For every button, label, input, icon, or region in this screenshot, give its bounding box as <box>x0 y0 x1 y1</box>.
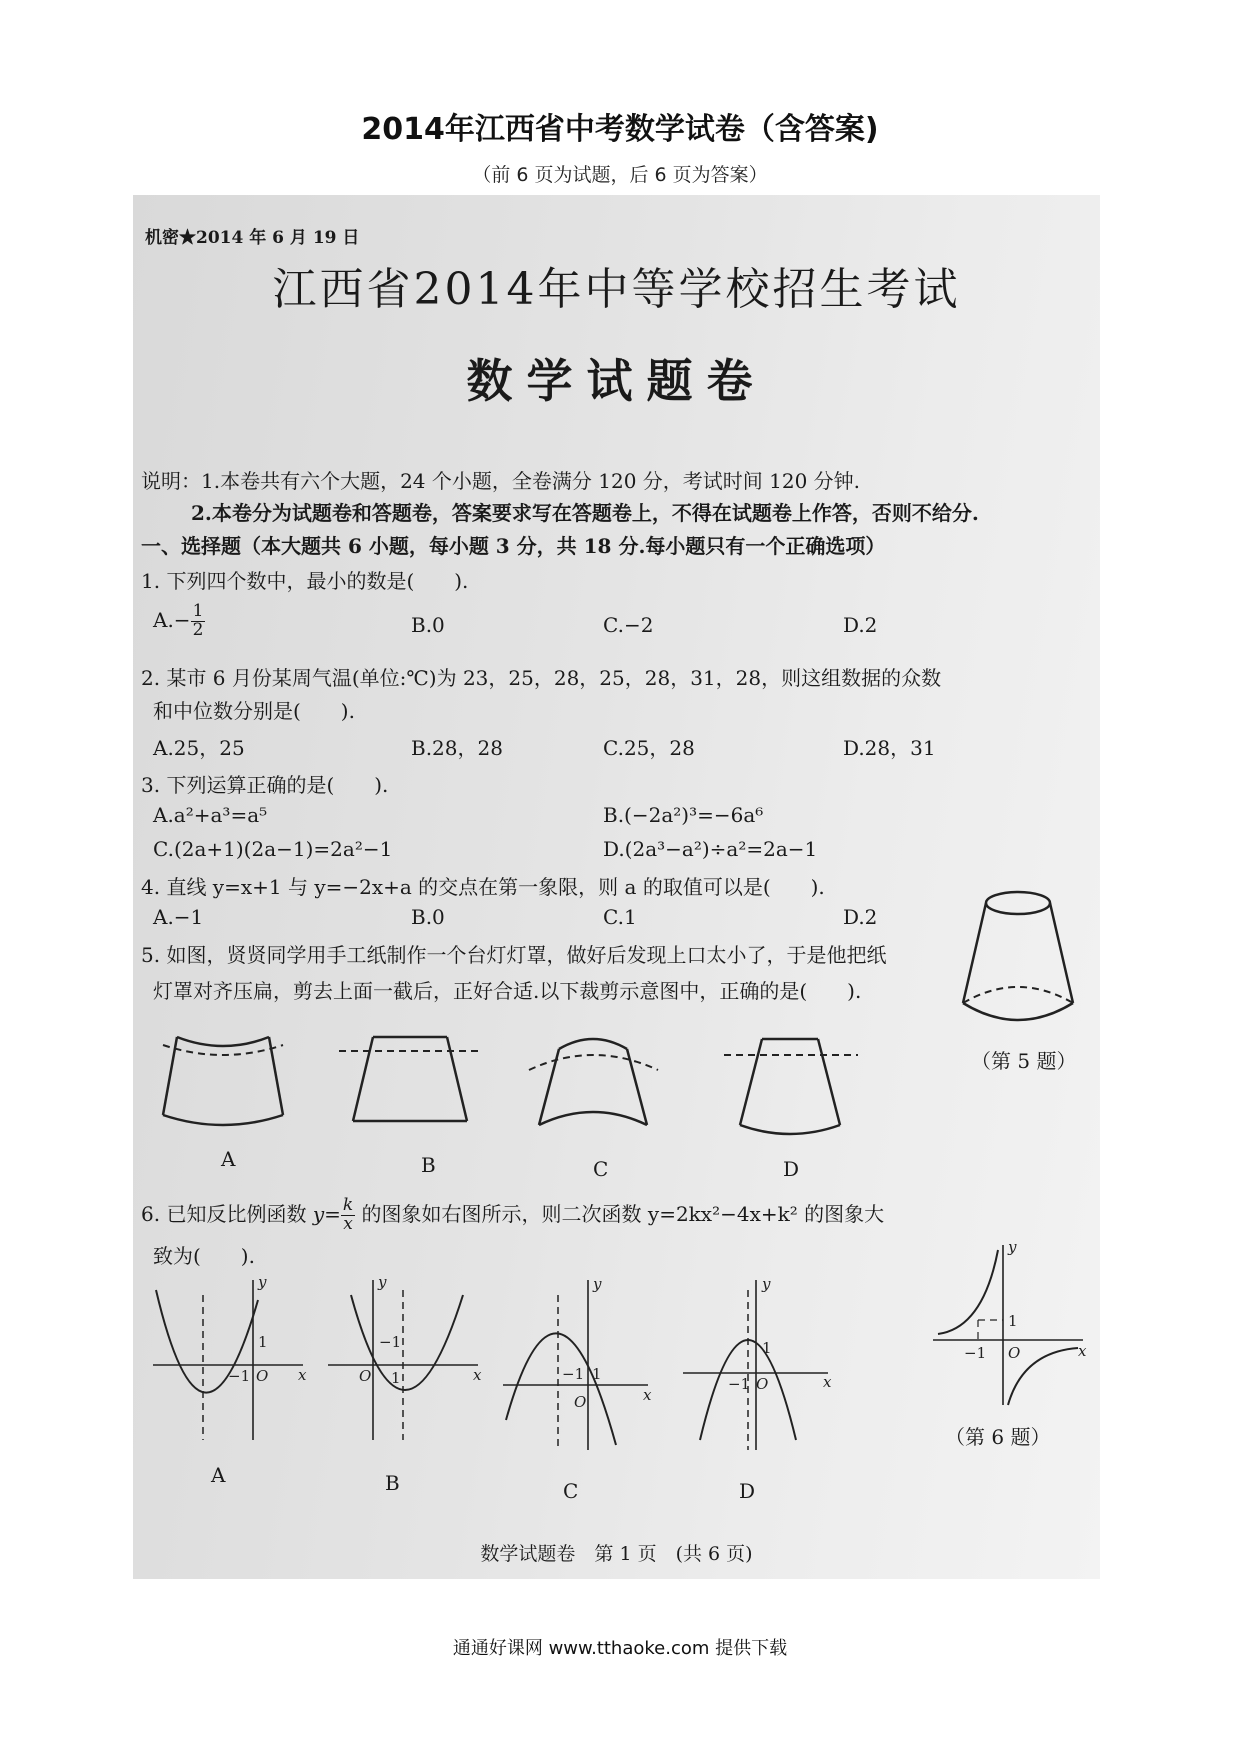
question-3-option-c: C.(2a+1)(2a−1)=2a²−1 <box>153 837 393 861</box>
one-label: 1 <box>391 1369 401 1387</box>
shade-left-edge <box>163 1037 177 1115</box>
origin-label: O <box>756 1375 769 1393</box>
shade-top-edge <box>559 1039 627 1049</box>
q5-label-b: B <box>421 1153 436 1177</box>
question-1-option-d: D.2 <box>843 613 878 637</box>
shade-right-edge <box>269 1037 283 1115</box>
hyperbola-branch-left <box>938 1250 998 1334</box>
shade-right-edge <box>627 1049 647 1125</box>
x-axis-label: x <box>298 1366 307 1384</box>
one-label: 1 <box>762 1339 772 1357</box>
shade-right-edge <box>447 1037 467 1121</box>
lamp-left-side <box>963 903 986 1003</box>
confidential-date: 机密★2014 年 6 月 19 日 <box>145 228 360 248</box>
question-2-option-d: D.28，31 <box>843 736 936 760</box>
page-number-footer: 数学试题卷 第 1 页 (共 6 页) <box>480 1543 753 1565</box>
question-1-option-a <box>153 603 205 640</box>
q6-label-a: A <box>211 1463 226 1487</box>
document-subtitle: （前 6 页为试题，后 6 页为答案） <box>472 164 768 186</box>
question-2-option-c: C.25，28 <box>603 736 695 760</box>
y-axis-label: y <box>593 1275 602 1293</box>
shade-top-edge <box>177 1037 269 1046</box>
question-5-stem-line-2: 灯罩对齐压扁，剪去上面一截后，正好合适.以下裁剪示意图中，正确的是( ). <box>153 979 862 1003</box>
fraction-numerator: 1 <box>192 601 204 621</box>
question-4-option-d: D.2 <box>843 905 878 929</box>
shade-left-edge <box>353 1037 373 1121</box>
q6-graph-c <box>498 1275 658 1455</box>
q5-figure-a <box>153 1025 303 1135</box>
question-1-stem: 1. 下列四个数中，最小的数是( ). <box>141 569 469 593</box>
q5-figure-b <box>333 1025 493 1135</box>
question-3-option-b: B.(−2a²)³=−6a⁶ <box>603 803 764 827</box>
y-axis-label: y <box>1008 1238 1017 1256</box>
shade-right-edge <box>818 1039 840 1125</box>
instructions-line-1: 说明：1.本卷共有六个大题，24 个小题，全卷满分 120 分，考试时间 120 分钟. <box>141 469 861 493</box>
cut-line <box>529 1055 658 1070</box>
origin-label: O <box>256 1367 269 1385</box>
y-axis-label: y <box>258 1273 267 1291</box>
lamp-bottom-front <box>963 1003 1073 1020</box>
fraction-denominator-x: x <box>343 1213 353 1234</box>
question-6-stem-line-1 <box>141 1197 884 1234</box>
question-2-stem-line-2: 和中位数分别是( ). <box>153 699 355 723</box>
question-4-option-b: B.0 <box>411 905 445 929</box>
question-4-option-a: A.−1 <box>153 905 204 929</box>
paper-title: 数学试题卷 <box>466 354 767 408</box>
one-label: 1 <box>592 1365 602 1383</box>
instructions-line-2: 2.本卷分为试题卷和答题卷，答案要求写在答题卷上，不得在试题卷上作答，否则不给分. <box>191 501 979 525</box>
q6-stem-suffix: 的图象如右图所示，则二次函数 y=2kx²−4x+k² 的图象大 <box>361 1201 885 1226</box>
lamp-shade-figure <box>953 885 1083 1035</box>
q6-label-d: D <box>739 1479 756 1503</box>
q5-figure-c <box>523 1025 673 1145</box>
question-2-option-b: B.28，28 <box>411 736 503 760</box>
option-a-prefix: A.− <box>153 607 191 632</box>
lamp-right-side <box>1050 903 1073 1003</box>
lamp-bottom-back <box>963 987 1073 1003</box>
one-label: 1 <box>1008 1312 1018 1330</box>
x-axis-label: x <box>643 1386 652 1404</box>
q5-label-c: C <box>593 1157 609 1181</box>
y-axis-label: y <box>762 1275 771 1293</box>
exam-page-photo <box>133 195 1100 1579</box>
shade-left-edge <box>740 1039 762 1125</box>
q6-label-b: B <box>385 1471 400 1495</box>
question-6-caption: （第 6 题） <box>945 1425 1051 1449</box>
origin-label: O <box>574 1393 587 1411</box>
neg-one-label: −1 <box>562 1365 585 1383</box>
question-3-stem: 3. 下列运算正确的是( ). <box>141 773 389 797</box>
question-4-option-c: C.1 <box>603 905 637 929</box>
q6-graph-d <box>678 1275 838 1455</box>
q6-graph-a <box>148 1275 308 1445</box>
question-4-stem: 4. 直线 y=x+1 与 y=−2x+a 的交点在第一象限，则 a 的取值可以是( ). <box>141 875 825 899</box>
q6-y-equals: y= <box>312 1201 341 1226</box>
question-5-stem-line-1: 5. 如图，贤贤同学用手工纸制作一个台灯灯罩，做好后发现上口太小了，于是他把纸 <box>141 943 887 967</box>
q5-label-d: D <box>783 1157 800 1181</box>
question-5-caption: （第 5 题） <box>971 1049 1077 1073</box>
neg-one-label: −1 <box>228 1367 251 1385</box>
x-axis-label: x <box>823 1373 832 1391</box>
origin-label: O <box>1008 1344 1021 1362</box>
download-footer: 通通好课网 www.tthaoke.com 提供下载 <box>452 1638 788 1659</box>
q5-label-a: A <box>221 1147 236 1171</box>
question-1-option-c: C.−2 <box>603 613 654 637</box>
lamp-top-rim <box>986 892 1050 914</box>
shade-bottom-edge <box>539 1112 647 1125</box>
one-label: 1 <box>258 1333 268 1351</box>
q6-label-c: C <box>563 1479 579 1503</box>
neg-one-label: −1 <box>964 1344 987 1362</box>
fraction-k-over-x <box>341 1197 355 1234</box>
question-2-option-a: A.25，25 <box>153 736 245 760</box>
section-heading: 一、选择题（本大题共 6 小题，每小题 3 分，共 18 分.每小题只有一个正确选项） <box>141 534 886 558</box>
question-3-option-d: D.(2a³−a²)÷a²=2a−1 <box>603 837 818 861</box>
neg-one-label: −1 <box>728 1375 751 1393</box>
shade-left-edge <box>539 1049 559 1125</box>
exam-title: 江西省2014年中等学校招生考试 <box>272 264 961 315</box>
x-axis-label: x <box>473 1366 482 1384</box>
q6-stem-prefix: 6. 已知反比例函数 <box>141 1201 307 1226</box>
document-title: 2014年江西省中考数学试卷（含答案) <box>361 112 879 147</box>
fraction-one-half <box>191 603 206 640</box>
shade-bottom-edge <box>740 1125 840 1134</box>
origin-label: O <box>359 1367 372 1385</box>
parabola-curve <box>506 1333 616 1445</box>
q6-graph-b <box>323 1275 483 1445</box>
fraction-numerator-k: k <box>342 1195 354 1215</box>
question-1-option-b: B.0 <box>411 613 445 637</box>
x-axis-label: x <box>1078 1342 1087 1360</box>
fraction-denominator: 2 <box>192 619 204 640</box>
neg-one-label: −1 <box>379 1333 402 1351</box>
q6-reference-hyperbola <box>928 1240 1088 1410</box>
shade-bottom-edge <box>163 1115 283 1125</box>
y-axis-label: y <box>378 1273 387 1291</box>
question-3-option-a: A.a²+a³=a⁵ <box>153 803 268 827</box>
question-2-stem-line-1: 2. 某市 6 月份某周气温(单位:℃)为 23，25，28，25，28，31，28，则这组数据的众数 <box>141 666 942 690</box>
question-6-stem-line-2: 致为( ). <box>153 1244 255 1268</box>
q5-figure-d <box>718 1025 868 1145</box>
